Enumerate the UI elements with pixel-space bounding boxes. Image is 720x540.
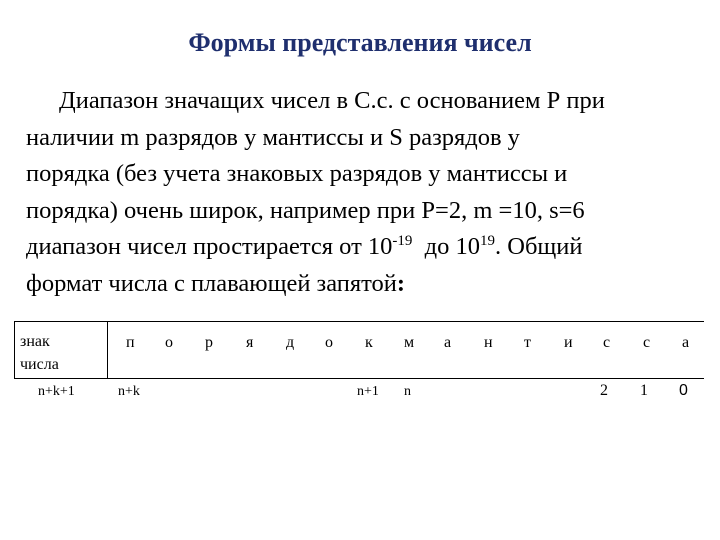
table-letter: с — [643, 334, 651, 351]
body-paragraph — [26, 83, 706, 303]
paragraph-line-6a: формат числа с плавающей запятой — [26, 269, 397, 297]
table-letter: а — [682, 334, 690, 351]
table-letter: т — [524, 334, 531, 351]
bit-index-2: 2 — [600, 382, 608, 399]
paragraph-line-1: Диапазон значащих чисел в С.с. с основанием Р при — [59, 87, 605, 114]
table-letter: к — [365, 334, 373, 351]
bit-index-1: 1 — [640, 382, 648, 399]
table-letter: д — [286, 334, 295, 351]
table-letter: с — [603, 334, 611, 351]
table-letter: н — [484, 334, 493, 351]
bit-index-0: 0 — [679, 382, 688, 399]
table-letter: м — [404, 334, 415, 351]
exponent-minus-19: -19 — [392, 233, 413, 250]
bit-index-n-plus-k-plus-1: n+k+1 — [38, 384, 75, 399]
paragraph-line-3: порядка (без учета знаковых разрядов у мантиссы и — [26, 160, 568, 188]
table-letter: р — [205, 334, 213, 351]
paragraph-line-4: порядка) очень широк, например при Р=2, m =10, s=6 — [26, 196, 585, 224]
table-letter: я — [246, 334, 254, 351]
paragraph-line-5a: диапазон чисел простирается от 10 — [26, 233, 393, 261]
table-letter: п — [126, 334, 135, 351]
number-format-table — [14, 321, 704, 379]
paragraph-line-2: наличии m разрядов у мантиссы и S разрядов у — [26, 123, 520, 151]
bit-index-n-plus-k: n+k — [118, 384, 140, 399]
table-letter: и — [564, 334, 573, 351]
page-title: Формы представления чисел — [188, 28, 532, 57]
sign-label-line-1: знак — [20, 333, 50, 350]
paragraph-line-6b: : — [396, 269, 406, 297]
sign-bit-label — [20, 330, 59, 376]
paragraph-line-5c: . Общий — [495, 233, 583, 261]
bit-index-n: n — [404, 384, 411, 399]
sign-label-line-2: числа — [20, 356, 59, 373]
table-letter: о — [325, 334, 333, 351]
sign-column-divider — [107, 322, 108, 378]
table-left-border — [14, 322, 15, 378]
table-letter: о — [165, 334, 173, 351]
table-letter: а — [444, 334, 452, 351]
bit-index-n-plus-1: n+1 — [357, 384, 379, 399]
exponent-19: 19 — [480, 233, 496, 250]
paragraph-line-5b: до 10 — [412, 233, 481, 261]
